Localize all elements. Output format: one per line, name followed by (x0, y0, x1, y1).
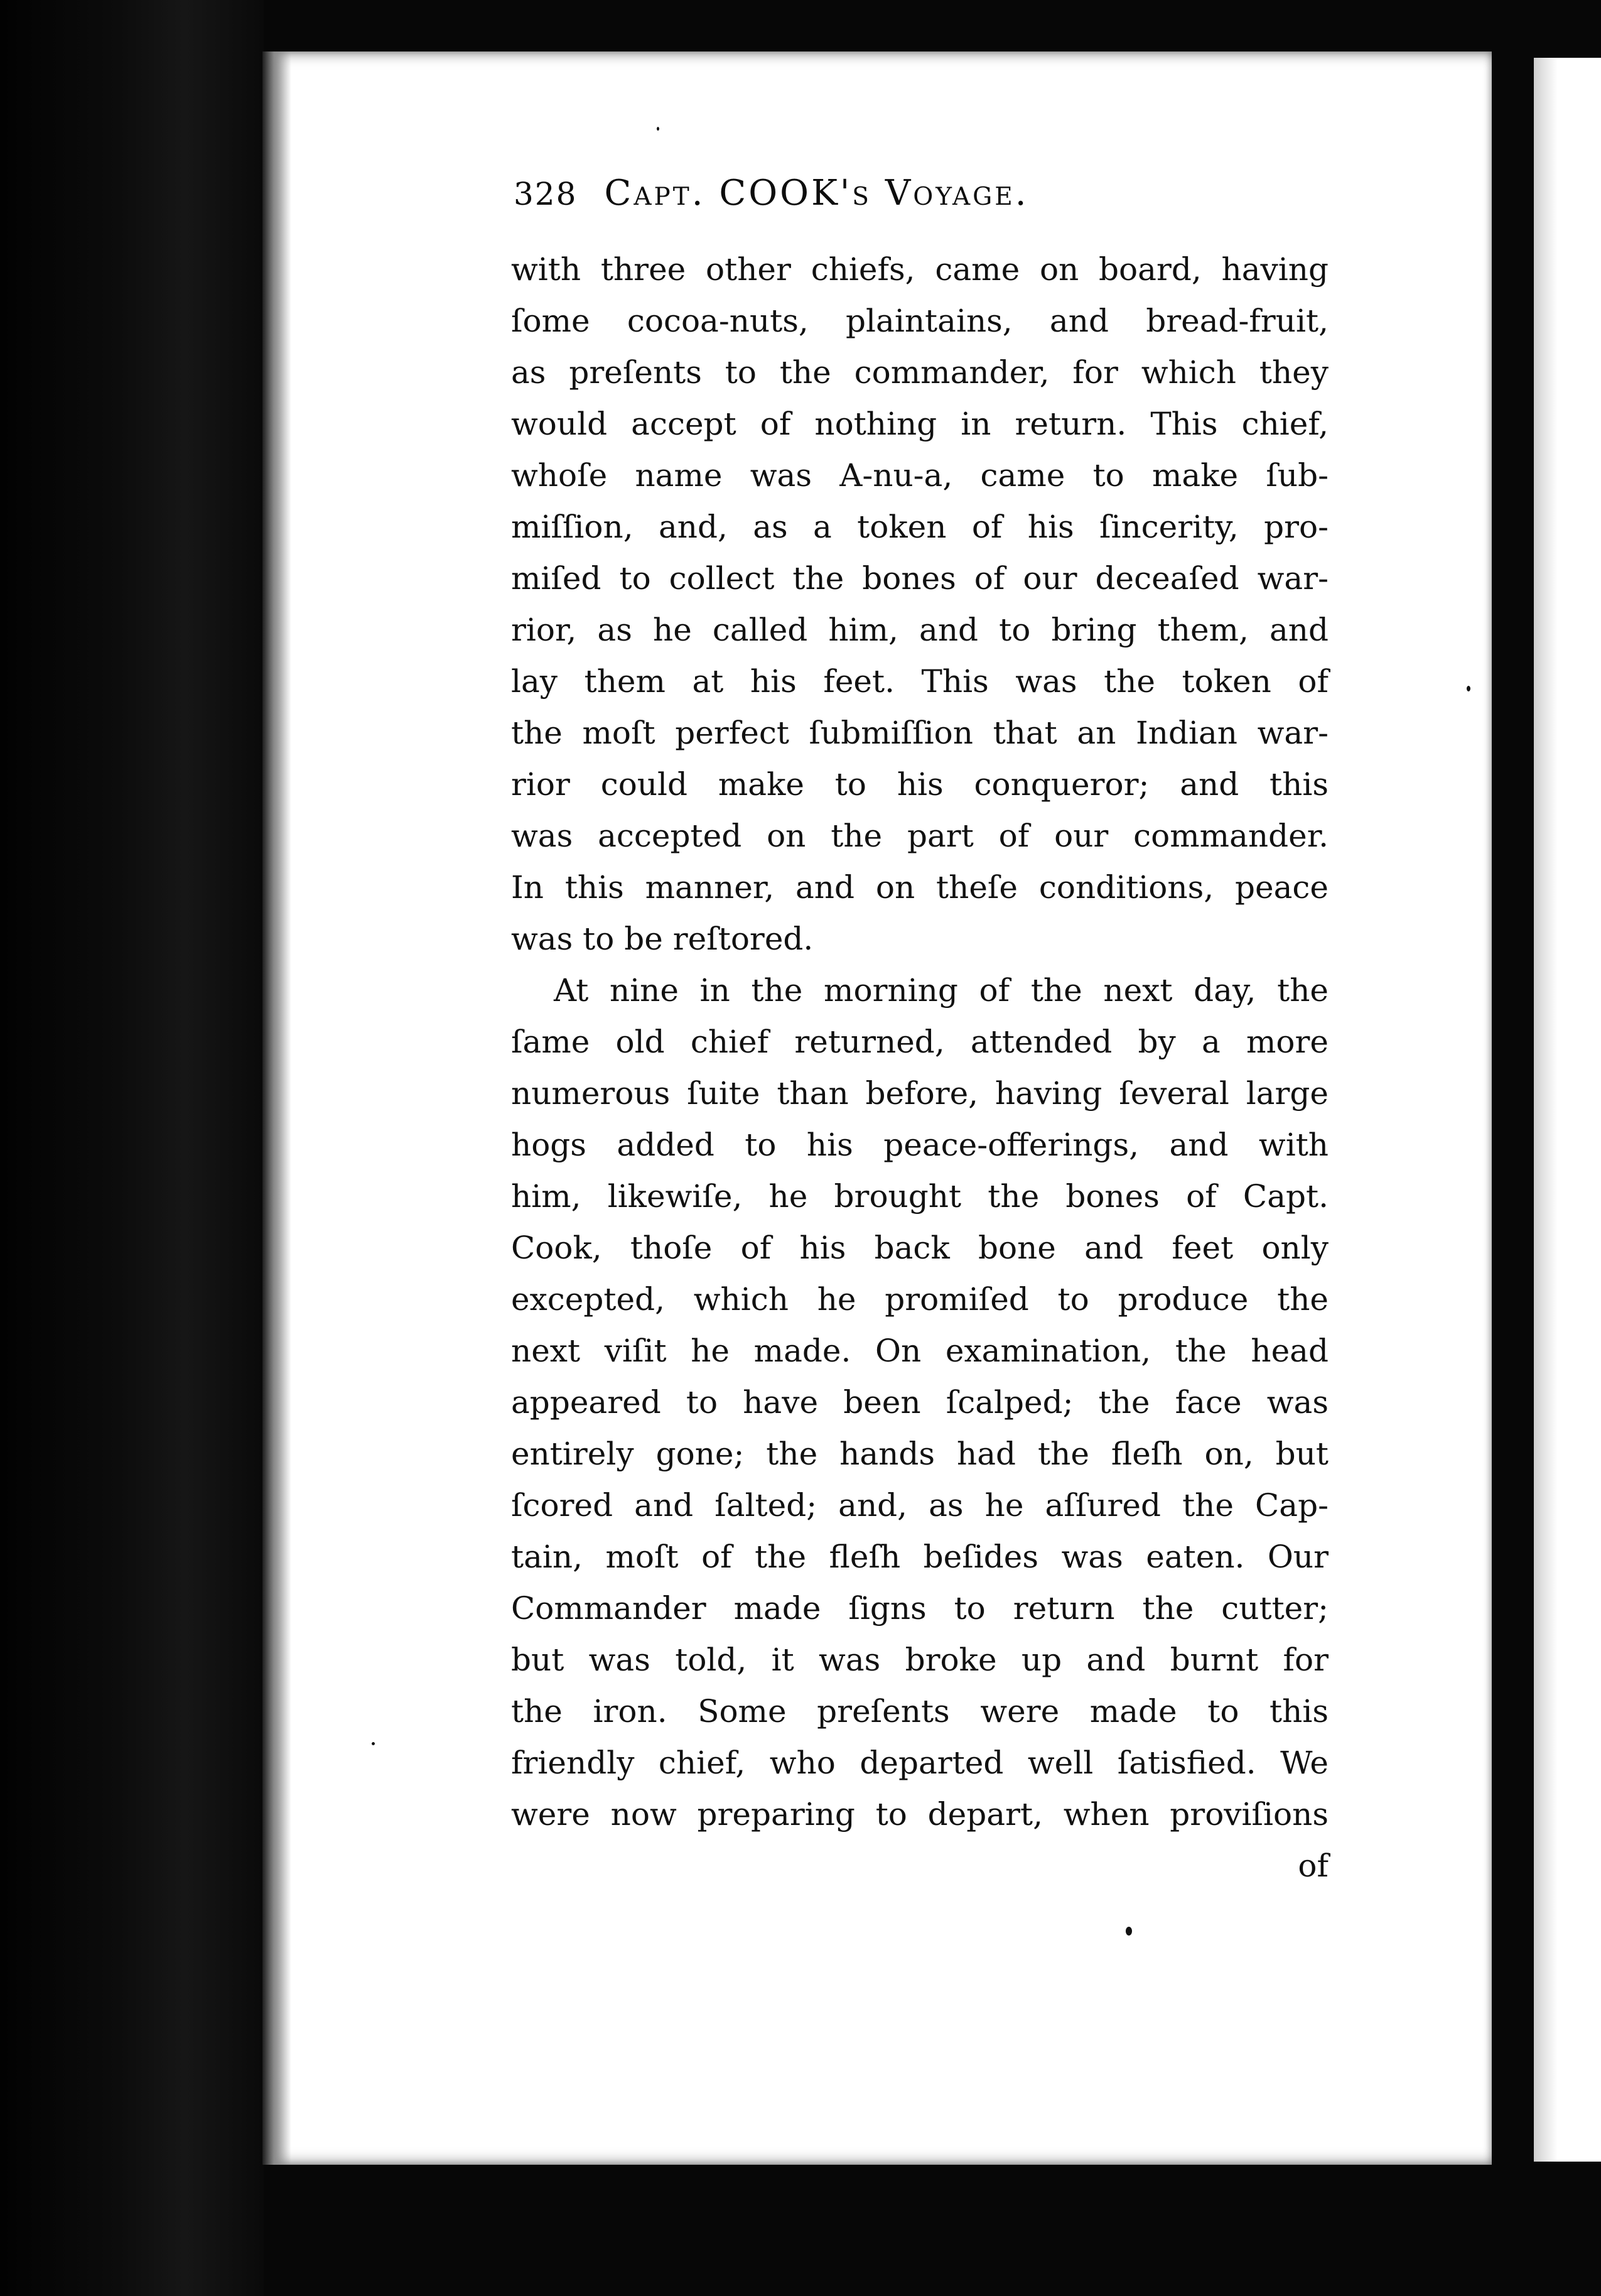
text-line: ſome cocoa-nuts, plaintains, and bread-fruit, (511, 303, 1329, 339)
book-spine-edge (0, 0, 264, 2296)
text-line: tain, moſt of the fleſh beſides was eaten. Our (511, 1539, 1329, 1575)
text-line: him, likewiſe, he brought the bones of Capt. (511, 1178, 1329, 1215)
text-line: as preſents to the commander, for which they (511, 354, 1329, 391)
page-gutter-shadow (262, 51, 291, 2165)
text-line: was accepted on the part of our commander. (511, 818, 1329, 854)
text-line: ſcored and ſalted; and, as he aſſured the Cap- (511, 1487, 1329, 1524)
text-line: rior, as he called him, and to bring them, and (511, 612, 1329, 648)
text-line: In this manner, and on theſe conditions, peace (511, 869, 1329, 906)
text-line: Commander made ſigns to return the cutter; (511, 1590, 1329, 1627)
text-line: lay them at his feet. This was the token of (511, 663, 1329, 700)
catchword: of (1298, 1848, 1329, 1884)
text-line: entirely gone; the hands had the fleſh on, but (511, 1436, 1329, 1472)
text-line: hogs added to his peace-offerings, and with (511, 1127, 1329, 1163)
paragraph-1 (511, 244, 1329, 965)
text-line: Cook, thoſe of his back bone and feet only (511, 1230, 1329, 1266)
text-line: with three other chiefs, came on board, having (511, 251, 1329, 288)
paragraph-2 (511, 965, 1329, 1840)
text-line: next viſit he made. On examination, the head (511, 1333, 1329, 1369)
text-line: At nine in the morning of the next day, the (554, 972, 1329, 1009)
ink-speck (1126, 1927, 1132, 1936)
text-line: rior could make to his conqueror; and this (511, 766, 1329, 803)
text-line: miſed to collect the bones of our deceaſed war- (511, 560, 1329, 597)
text-line: but was told, it was broke up and burnt for (511, 1642, 1329, 1678)
page-number: 328 (514, 176, 578, 212)
facing-page-edge (1534, 58, 1601, 2162)
ink-speck (657, 127, 659, 131)
ink-speck (372, 1742, 375, 1745)
ink-speck (1467, 686, 1470, 691)
text-line: whoſe name was A-nu-a, came to make ſub- (511, 457, 1329, 494)
page-header (514, 173, 1204, 230)
text-line: the iron. Some preſents were made to this (511, 1693, 1329, 1730)
text-line: miſſion, and, as a token of his ſincerity, pro- (511, 509, 1329, 545)
text-line: friendly chief, who departed well ſatisfied. We (511, 1745, 1329, 1781)
text-line: the moſt perfect ſubmiſſion that an Indian war- (511, 715, 1329, 751)
text-line: were now preparing to depart, when proviſions (511, 1796, 1329, 1833)
body-text (511, 244, 1329, 1892)
text-line: numerous ſuite than before, having ſeveral large (511, 1075, 1329, 1112)
text-line: was to be reſtored. (511, 921, 814, 957)
text-line: ſame old chief returned, attended by a more (511, 1024, 1329, 1060)
text-line: excepted, which he promiſed to produce the (511, 1281, 1329, 1318)
text-line: would accept of nothing in return. This chief, (511, 406, 1329, 442)
text-line: appeared to have been ſcalped; the face was (511, 1384, 1329, 1421)
running-head: Capt. COOK's Voyage. (604, 173, 1029, 214)
